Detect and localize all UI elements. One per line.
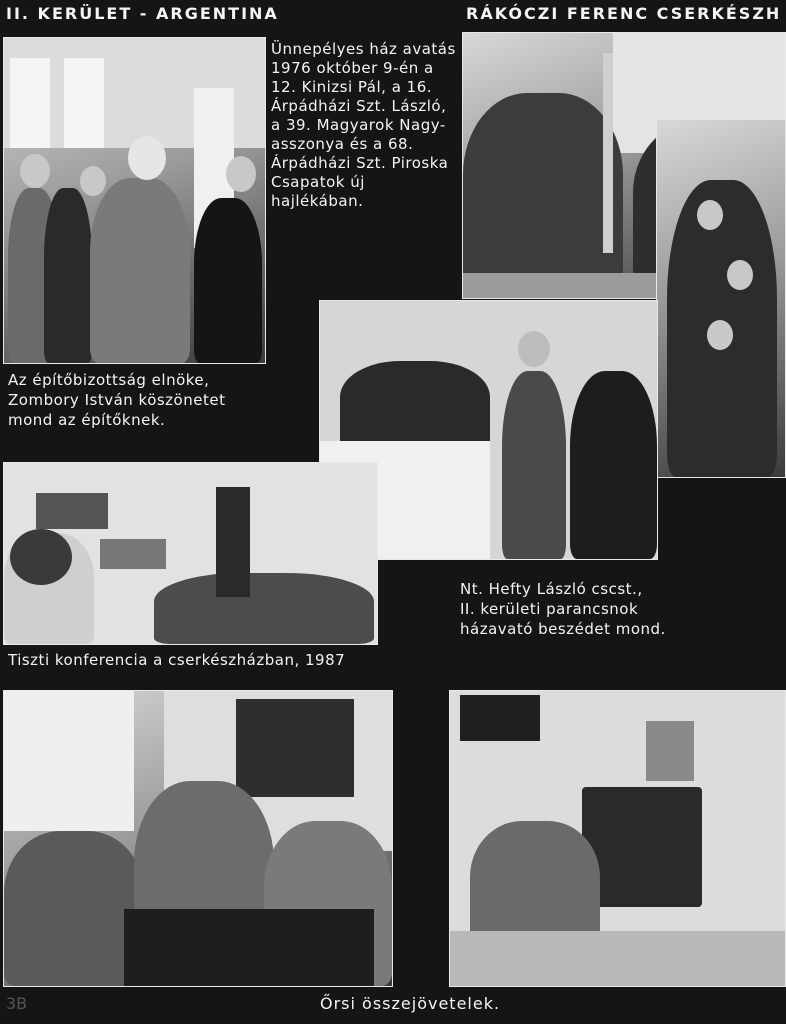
dedication-text: Ünnepélyes ház avatás 1976 október 9-én a 12. Kinizsi Pál, a 16. Árpádházi Szt. László, a 39. Magyarok Nagy-asszonya és a 68. Árpádházi Szt. Piroska Csapatok új hajlékában. xyxy=(271,40,456,210)
photo-officers-conference xyxy=(3,462,378,645)
page-number: 3B xyxy=(6,994,28,1013)
caption-building-committee: Az építőbizottság elnöke, Zombory István köszönetet mond az építőknek. xyxy=(8,371,226,429)
photo-patrol-meeting-left xyxy=(3,690,393,987)
caption-commander-speech: Nt. Hefty László cscst., II. kerületi parancsnok házavató beszédet mond. xyxy=(460,580,666,638)
photo-building-committee xyxy=(3,37,266,364)
page-title-left: II. KERÜLET - ARGENTINA xyxy=(6,4,279,23)
photo-patrol-meeting-right xyxy=(449,690,786,987)
caption-officers-conference: Tiszti konferencia a cserkészházban, 1987 xyxy=(8,651,346,669)
caption-patrol-meetings: Őrsi összejövetelek. xyxy=(320,994,501,1013)
photo-boys-column xyxy=(656,120,786,478)
page-title-right: RÁKÓCZI FERENC CSERKÉSZH xyxy=(466,4,782,23)
